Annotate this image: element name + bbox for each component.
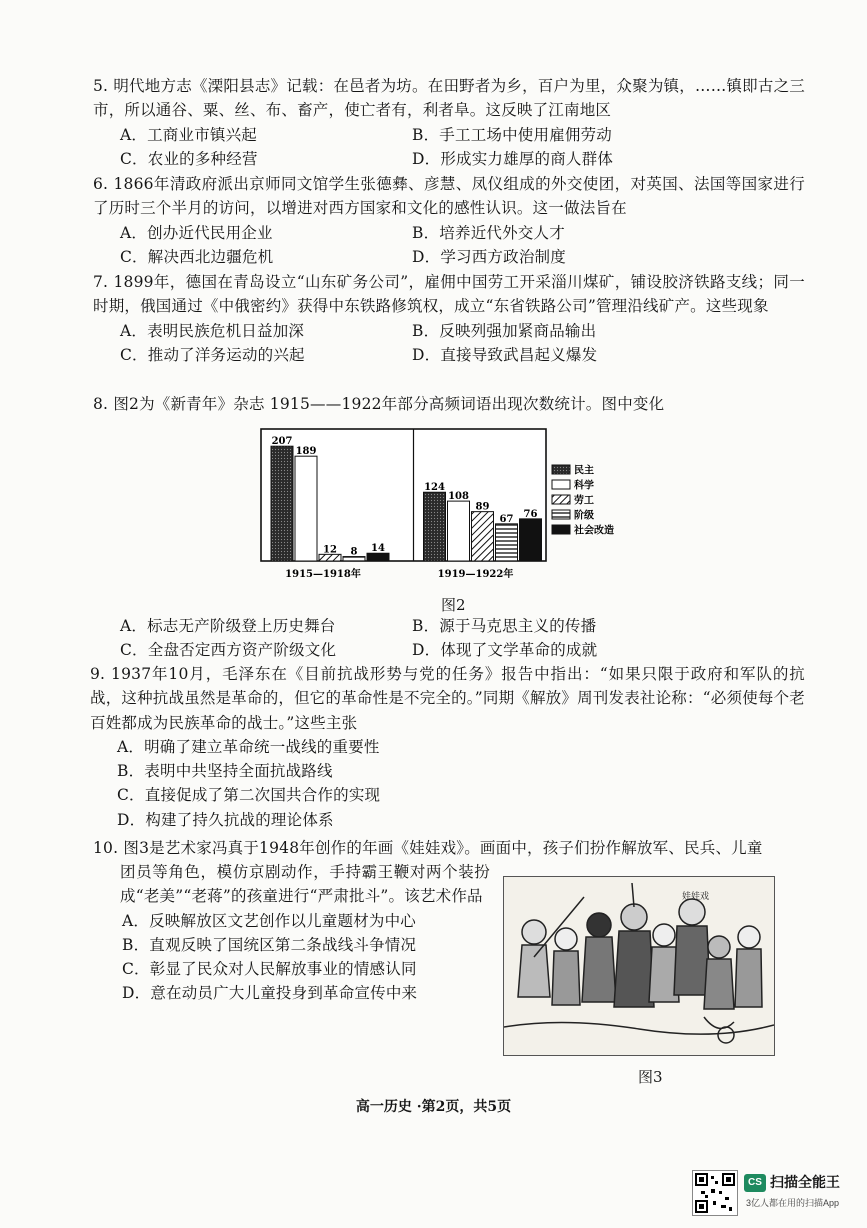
legend-label: 劳工 [574,495,594,507]
data-label: 108 [448,491,469,503]
children-play-illustration [504,877,774,1055]
qr-code-icon [692,1170,738,1216]
option-b: B．反映列强加紧商品输出 [412,321,597,340]
data-label: 76 [523,508,538,520]
question-stem: 5. 明代地方志《溧阳县志》记载：在邑者为坊。在田野者为乡，百户为里，众聚为镇，……镇即古之三市，所以通谷、粟、丝、布、畜产，使亡者有，利者阜。这反映了江南地区 [93,77,805,120]
option-a: A．工商业市镇兴起 [120,125,257,144]
chart-svg [250,424,650,619]
data-label: 89 [475,501,490,513]
question-8-options [93,614,805,663]
bar-劳工-1 [472,512,494,561]
option-d: D．学习西方政治制度 [412,247,566,266]
legend-label: 科学 [574,480,594,492]
option-b: B．直观反映了国统区第二条战线斗争情况 [122,935,417,954]
data-label: 14 [371,543,385,555]
bar-科学-0 [295,456,317,561]
question-stem: 7. 1899年，德国在青岛设立“山东矿务公司”，雇佣中国劳工开采淄川煤矿，铺设胶济铁路支线；同一时期，俄国通过《中俄密约》获得中东铁路修筑权，成立“东省铁路公司”管理沿线矿产。这些现象 [93,273,805,316]
question-10-stem-line1: 10. 图3是艺术家冯真于1948年创作的年画《娃娃戏》。画面中，孩子们扮作解放军、民兵、儿童 [93,839,763,857]
question-stem: 8. 图2为《新青年》杂志 1915——1922年部分高频词语出现次数统计。图中变化 [93,395,665,413]
bar-社会改造-1 [520,519,542,561]
legend-label: 民主 [574,465,594,477]
category-label: 1915—1918年 [285,569,361,580]
cs-logo-icon: CS [744,1174,766,1192]
option-c: C．直接促成了第二次国共合作的实现 [117,786,381,805]
legend-swatch [552,510,570,519]
option-c: C．推动了洋务运动的兴起 [120,345,305,364]
option-c: C．彰显了民众对人民解放事业的情感认同 [122,960,417,979]
painting-title-text: 娃娃戏 [682,892,710,902]
word-frequency-chart [250,424,650,619]
scanner-app-badge [692,1170,862,1220]
data-label: 207 [271,436,293,448]
option-d: D．意在动员广大儿童投身到革命宣传中来 [122,984,418,1003]
option-b: B．手工工场中使用雇佣劳动 [412,125,612,144]
option-d: D．形成实力雄厚的商人群体 [412,149,614,168]
legend-label: 阶级 [574,510,594,522]
data-label: 189 [295,446,317,458]
qr-pattern [693,1171,737,1215]
option-b: B．源于马克思主义的传播 [412,617,597,635]
option-a: A．标志无产阶级登上历史舞台 [120,617,336,635]
data-label: 12 [323,544,337,556]
app-slogan: 3亿人都在用的扫描App [746,1198,840,1208]
option-b: B．表明中共坚持全面抗战路线 [117,762,333,781]
option-d: D．构建了持久抗战的理论体系 [117,810,334,829]
option-c: C．全盘否定西方资产阶级文化 [120,641,337,660]
figure-3-caption: 图3 [638,1068,663,1086]
legend-swatch [552,495,570,504]
option-a: A．明确了建立革命统一战线的重要性 [117,737,380,756]
question-8 [93,392,805,416]
legend-label: 社会改造 [574,525,614,537]
figure-2-caption: 图2 [441,596,466,614]
question-5 [93,74,805,171]
data-label: 67 [499,513,514,525]
bar-阶级-1 [496,524,518,561]
bar-社会改造-0 [367,553,389,561]
category-label: 1919—1922年 [437,569,514,580]
legend-swatch [552,525,570,534]
option-a: A．创办近代民用企业 [120,223,273,242]
legend-swatch [552,480,570,489]
page-footer: 高一历史 ·第2页，共5页 [355,1099,512,1115]
bar-科学-1 [448,501,470,561]
question-7 [93,270,805,367]
app-name: 扫描全能王 [770,1174,840,1190]
option-a: A．反映解放区文艺创作以儿童题材为中心 [122,911,416,930]
option-c: C．解决西北边疆危机 [120,247,274,266]
option-a: A．表明民族危机日益加深 [120,321,305,340]
figure-3-painting [503,876,775,1056]
question-stem: 团员等角色，模仿京剧动作，手持霸王鞭对两个装扮成“老美”“老蒋”的孩童进行“严肃批斗”。该艺术作品 [120,863,490,906]
data-label: 124 [424,482,445,494]
bar-民主-1 [424,492,446,561]
option-b: B．培养近代外交人才 [412,223,565,242]
question-9 [90,662,805,832]
option-d: D．体现了文学革命的成就 [412,641,598,660]
bar-民主-0 [271,446,293,561]
legend-swatch [552,465,570,474]
question-6 [93,172,805,269]
question-stem: 9. 1937年10月，毛泽东在《目前抗战形势与党的任务》报告中指出：“如果只限于政府和军队的抗战，这种抗战虽然是革命的，但它的革命性是不完全的。”同期《解放》周刊发表社论称：“必须使每个老百姓都成为民族革命的战士。”这些主张 [90,665,806,732]
data-label: 8 [350,546,358,558]
option-d: D．直接导致武昌起义爆发 [412,345,598,364]
question-stem: 6. 1866年清政府派出京师同文馆学生张德彝、彦慧、凤仪组成的外交使团，对英国、法国等国家进行了历时三个半月的访问，以增进对西方国家和文化的感性认识。这一做法旨在 [93,175,805,218]
option-c: C．农业的多种经营 [120,149,258,168]
question-10 [120,860,490,1006]
